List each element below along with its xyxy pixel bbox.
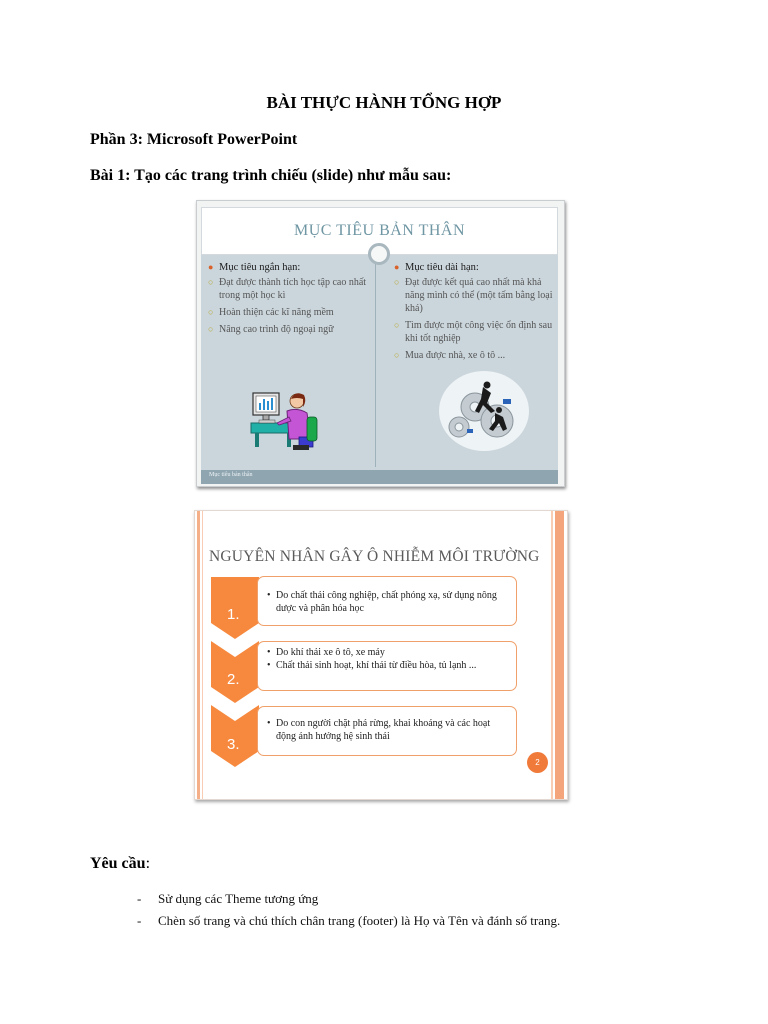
section-heading: Phần 3: Microsoft PowerPoint — [90, 131, 298, 148]
circle-bullet-icon: ○ — [394, 350, 400, 360]
circle-bullet-icon: ○ — [208, 324, 214, 334]
bullet-icon: ● — [394, 262, 400, 272]
right-stripe-thin — [551, 511, 553, 799]
circle-bullet-icon: ○ — [208, 307, 214, 317]
list-item: ○ Tìm được một công việc ổn định sau khi tốt nghiệp — [394, 320, 553, 344]
circle-bullet-icon: ○ — [394, 320, 400, 330]
slide-1-right-column — [393, 261, 553, 366]
slide-2-preview — [194, 510, 568, 800]
left-stripe — [197, 511, 200, 799]
list-item: ○ Nâng cao trình độ ngoại ngữ — [208, 324, 334, 335]
slide-1-left-column — [207, 261, 372, 340]
list-item: ○ Đạt được kết quả cao nhất mà khả năng mình có thể (một tấm bằng loại khá) — [394, 277, 553, 314]
list-item: ○ Đạt được thành tích học tập cao nhất trong một học kì — [208, 277, 367, 301]
list-item: ○ Mua được nhà, xe ô tô ... — [394, 350, 506, 361]
list-item: ○ Hoàn thiện các kĩ năng mềm — [208, 307, 334, 318]
left-stripe-thin — [202, 511, 203, 799]
requirement-item: Sử dụng các Theme tương ứng — [158, 891, 319, 906]
slide-1-footer-text: Mục tiêu bản thân — [209, 472, 253, 478]
bullet-icon: ● — [208, 262, 214, 272]
document-title: BÀI THỰC HÀNH TỔNG HỢP — [266, 93, 502, 112]
circle-bullet-icon: ○ — [394, 277, 400, 287]
requirements-title: Yêu cầu: — [90, 855, 151, 872]
slide-2-title: NGUYÊN NHÂN GÂY Ô NHIỄM MÔI TRƯỜNG — [209, 548, 540, 565]
step-label: 3. — [227, 736, 240, 753]
bullet-icon: • — [267, 647, 271, 658]
list-item: • Do khí thải xe ô tô, xe máy — [267, 647, 385, 658]
left-column-heading: ● Mục tiêu ngắn hạn: — [208, 262, 301, 273]
requirement-item: Chèn số trang và chú thích chân trang (footer) là Họ và Tên và đánh số trang. — [158, 913, 561, 928]
list-item: • Do con người chặt phá rừng, khai khoáng và các hoạt động ảnh hưởng hệ sinh thái — [267, 718, 491, 742]
circle-bullet-icon: ○ — [208, 277, 214, 287]
slide-1-divider — [375, 261, 376, 467]
slide-number-badge: 2 — [527, 752, 548, 773]
list-dash: - — [137, 913, 142, 928]
slide-1-preview — [196, 200, 565, 487]
business-gears-icon — [437, 369, 531, 453]
list-item: • Do chất thải công nghiệp, chất phóng xạ, sử dụng nông dược và phân hóa học — [267, 590, 497, 614]
slide-1-footer — [201, 470, 558, 484]
list-item: • Chất thải sinh hoạt, khí thải từ điều hòa, tủ lạnh ... — [267, 660, 477, 671]
right-column-heading: ● Mục tiêu dài hạn: — [394, 262, 479, 273]
woman-at-computer-icon — [249, 387, 321, 457]
step-box-3 — [257, 706, 517, 756]
bullet-icon: • — [267, 590, 271, 601]
list-dash: - — [137, 891, 142, 906]
right-stripe — [555, 511, 564, 799]
slide-1-title: MỤC TIÊU BẢN THÂN — [293, 222, 466, 239]
bullet-icon: • — [267, 718, 271, 729]
step-box-2 — [257, 641, 517, 691]
step-label: 1. — [227, 606, 240, 623]
step-box-1 — [257, 576, 517, 626]
bullet-icon: • — [267, 660, 271, 671]
step-label: 2. — [227, 671, 240, 688]
exercise-heading: Bài 1: Tạo các trang trình chiếu (slide) như mẫu sau: — [90, 167, 452, 184]
